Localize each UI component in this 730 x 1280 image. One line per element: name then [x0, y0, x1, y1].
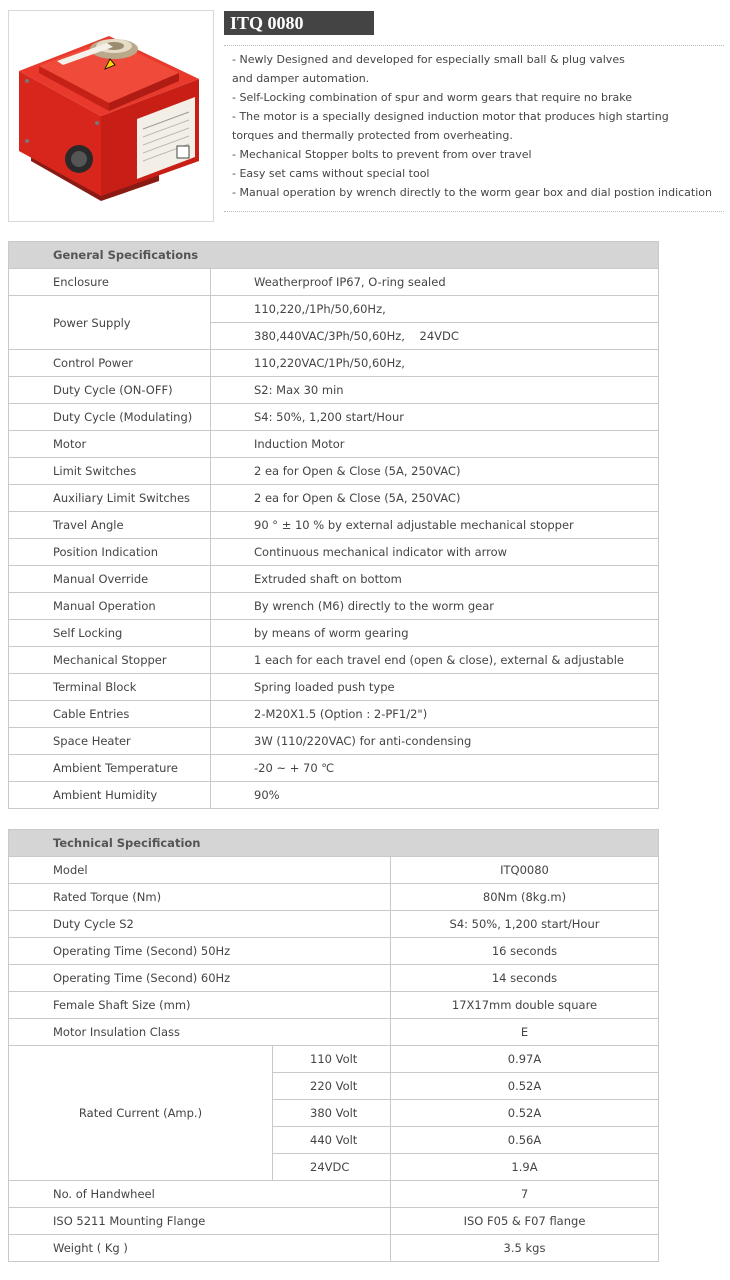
table-row [9, 1208, 659, 1235]
spec-label: Mechanical Stopper [9, 647, 211, 674]
table-row [9, 296, 659, 323]
table-row [9, 512, 659, 539]
spec-label: Position Indication [9, 539, 211, 566]
table-row [9, 458, 659, 485]
table-row [9, 647, 659, 674]
table-row [9, 620, 659, 647]
table-row [9, 539, 659, 566]
spec-value: 7 [391, 1181, 659, 1208]
spec-label: Model [9, 857, 391, 884]
product-photo [8, 10, 214, 222]
spec-value: 2 ea for Open & Close (5A, 250VAC) [211, 458, 659, 485]
spec-value: 14 seconds [391, 965, 659, 992]
spec-value: 1.9A [391, 1154, 659, 1181]
spec-label: ISO 5211 Mounting Flange [9, 1208, 391, 1235]
spec-label: Space Heater [9, 728, 211, 755]
table-row [9, 1019, 659, 1046]
spec-value: 1 each for each travel end (open & close), external & adjustable [211, 647, 659, 674]
table-row [9, 911, 659, 938]
spec-label: Duty Cycle (ON-OFF) [9, 377, 211, 404]
table-row [9, 701, 659, 728]
table-row [9, 404, 659, 431]
table-row [9, 377, 659, 404]
spec-label: Enclosure [9, 269, 211, 296]
table-header: Technical Specification [9, 830, 659, 857]
table-row [9, 884, 659, 911]
voltage-label: 110 Volt [273, 1046, 391, 1073]
feature-line: - Newly Designed and developed for especially small ball & plug valves [232, 53, 625, 66]
table-row [9, 1181, 659, 1208]
feature-line: - The motor is a specially designed induction motor that produces high starting [232, 110, 669, 123]
feature-list [232, 50, 728, 202]
product-title: ITQ 0080 [224, 11, 374, 35]
spec-label: Rated Torque (Nm) [9, 884, 391, 911]
spec-value: E [391, 1019, 659, 1046]
spec-value: Continuous mechanical indicator with arrow [211, 539, 659, 566]
spec-value: 90% [211, 782, 659, 809]
feature-line: - Mechanical Stopper bolts to prevent from over travel [232, 148, 532, 161]
spec-value: -20 ~ + 70 ℃ [211, 755, 659, 782]
spec-value: 0.52A [391, 1100, 659, 1127]
spec-label: Operating Time (Second) 60Hz [9, 965, 391, 992]
spec-value: 2-M20X1.5 (Option : 2-PF1/2") [211, 701, 659, 728]
spec-label: Duty Cycle S2 [9, 911, 391, 938]
spec-value: S2: Max 30 min [211, 377, 659, 404]
feature-line: torques and thermally protected from overheating. [232, 129, 513, 142]
spec-label: Ambient Temperature [9, 755, 211, 782]
table-row [9, 965, 659, 992]
feature-line: - Easy set cams without special tool [232, 167, 430, 180]
feature-line: and damper automation. [232, 72, 370, 85]
voltage-label: 220 Volt [273, 1073, 391, 1100]
voltage-label: 440 Volt [273, 1127, 391, 1154]
spec-label: Operating Time (Second) 50Hz [9, 938, 391, 965]
technical-spec-table [8, 829, 659, 1262]
spec-value: 3.5 kgs [391, 1235, 659, 1262]
table-row [9, 566, 659, 593]
spec-label: Power Supply [9, 296, 211, 350]
spec-value: 2 ea for Open & Close (5A, 250VAC) [211, 485, 659, 512]
spec-label: Ambient Humidity [9, 782, 211, 809]
voltage-label: 380 Volt [273, 1100, 391, 1127]
spec-label: Motor [9, 431, 211, 458]
table-row [9, 755, 659, 782]
spec-value: Induction Motor [211, 431, 659, 458]
spec-value: S4: 50%, 1,200 start/Hour [211, 404, 659, 431]
table-row [9, 593, 659, 620]
spec-value: 110,220VAC/1Ph/50,60Hz, [211, 350, 659, 377]
spec-value: 90 ° ± 10 % by external adjustable mechanical stopper [211, 512, 659, 539]
spec-value: 0.56A [391, 1127, 659, 1154]
spec-label: Terminal Block [9, 674, 211, 701]
table-row [9, 269, 659, 296]
spec-value: 17X17mm double square [391, 992, 659, 1019]
spec-value: S4: 50%, 1,200 start/Hour [391, 911, 659, 938]
divider [224, 211, 724, 212]
table-row [9, 1046, 659, 1073]
feature-line: - Self-Locking combination of spur and worm gears that require no brake [232, 91, 633, 104]
table-row [9, 938, 659, 965]
actuator-image [9, 11, 213, 221]
spec-label: Auxiliary Limit Switches [9, 485, 211, 512]
spec-value: Spring loaded push type [211, 674, 659, 701]
spec-value: By wrench (M6) directly to the worm gear [211, 593, 659, 620]
spec-value: 80Nm (8kg.m) [391, 884, 659, 911]
spec-value: Extruded shaft on bottom [211, 566, 659, 593]
rated-current-label: Rated Current (Amp.) [9, 1046, 273, 1181]
table-row [9, 485, 659, 512]
spec-label: No. of Handwheel [9, 1181, 391, 1208]
spec-value: ISO F05 & F07 flange [391, 1208, 659, 1235]
feature-line: - Manual operation by wrench directly to the worm gear box and dial postion indication [232, 186, 712, 199]
table-row [9, 782, 659, 809]
spec-value: 16 seconds [391, 938, 659, 965]
spec-label: Weight ( Kg ) [9, 1235, 391, 1262]
spec-value: Weatherproof IP67, O-ring sealed [211, 269, 659, 296]
table-row [9, 857, 659, 884]
spec-label: Duty Cycle (Modulating) [9, 404, 211, 431]
table-row [9, 350, 659, 377]
table-header: General Specifications [9, 242, 659, 269]
table-row [9, 431, 659, 458]
table-row [9, 992, 659, 1019]
spec-value: 0.52A [391, 1073, 659, 1100]
spec-label: Manual Override [9, 566, 211, 593]
spec-label: Limit Switches [9, 458, 211, 485]
spec-label: Self Locking [9, 620, 211, 647]
spec-value: 0.97A [391, 1046, 659, 1073]
general-spec-table [8, 241, 659, 809]
spec-label: Motor Insulation Class [9, 1019, 391, 1046]
spec-label: Control Power [9, 350, 211, 377]
table-row [9, 674, 659, 701]
spec-value: by means of worm gearing [211, 620, 659, 647]
spec-label: Female Shaft Size (mm) [9, 992, 391, 1019]
spec-label: Manual Operation [9, 593, 211, 620]
divider [224, 45, 724, 46]
table-row [9, 1235, 659, 1262]
spec-label: Cable Entries [9, 701, 211, 728]
table-row [9, 728, 659, 755]
spec-value: 380,440VAC/3Ph/50,60Hz, 24VDC [211, 323, 659, 350]
spec-value: 110,220,/1Ph/50,60Hz, [211, 296, 659, 323]
voltage-label: 24VDC [273, 1154, 391, 1181]
spec-value: 3W (110/220VAC) for anti-condensing [211, 728, 659, 755]
spec-value: ITQ0080 [391, 857, 659, 884]
spec-label: Travel Angle [9, 512, 211, 539]
